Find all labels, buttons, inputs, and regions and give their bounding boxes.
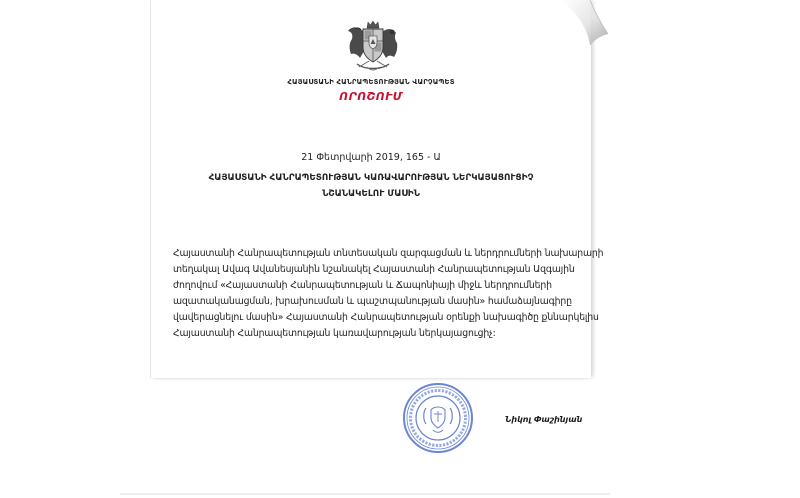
- document-page: [150, 0, 604, 378]
- body-line: Հայաստանի Հանրապետության կառավարության ներկայացուցիչ:: [173, 328, 496, 339]
- body-line: ազատականացման, խրախուսման և պաշտպանության մասին» համաձայնագիրը: [173, 296, 572, 307]
- issuing-office: ՀԱՅԱՍՏԱՆԻ ՀԱՆՐԱՊԵՏՈՒԹՅԱՆ ՎԱՐՉԱՊԵՏ: [287, 78, 455, 86]
- decree-title-line: ՆՇԱՆԱԿԵԼՈՒ ՄԱՍԻՆ: [322, 189, 420, 199]
- document-type-heading: ՈՐՈՇՈՒՄ: [339, 90, 403, 103]
- date-and-number: 21 Փետրվարի 2019, 165 - Ա: [301, 152, 441, 163]
- decree-body: [173, 246, 604, 342]
- signatory-name: Նիկոլ Փաշինյան: [505, 415, 583, 424]
- body-line: ժողովում «Հայաստանի Հանրապետության և Ճապոնիայի միջև ներդրումների: [173, 280, 552, 291]
- body-line: վավերացնելու մասին» Հայաստանի Հանրապետության օրենքի նախագիծը քննարկելիս: [173, 312, 599, 323]
- divider: [120, 493, 610, 495]
- coat-of-arms-icon: [345, 21, 401, 73]
- page-curl-corner: [560, 0, 610, 46]
- body-line: տեղակալ Ավագ Ավանեսյանին նշանակել Հայաստանի Հանրապետության Ազգային: [173, 264, 575, 275]
- official-seal-icon: [401, 380, 475, 456]
- body-line: Հայաստանի Հանրապետության տնտեսական զարգացման և ներդրումների նախարարի: [173, 248, 604, 259]
- decree-title: [151, 170, 591, 202]
- decree-title-line: ՀԱՅԱՍՏԱՆԻ ՀԱՆՐԱՊԵՏՈՒԹՅԱՆ ԿԱՌԱՎԱՐՈՒԹՅԱՆ ՆԵՐԿԱՅԱՑՈՒՑԻՉ: [208, 173, 534, 183]
